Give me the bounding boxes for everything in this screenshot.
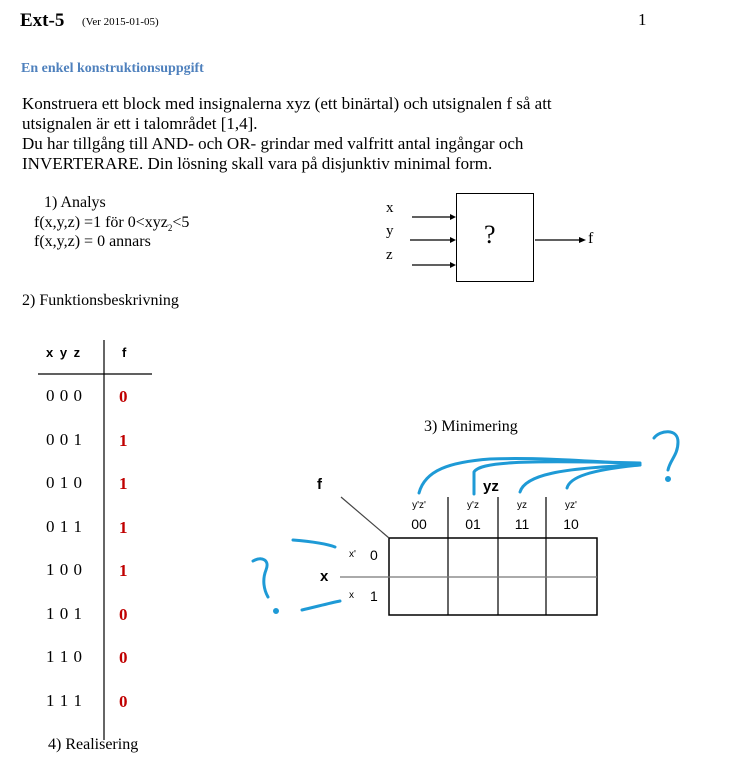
input-z-label: z <box>386 247 393 263</box>
function-section-title: 2) Funktionsbeskrivning <box>22 292 179 309</box>
page-number: 1 <box>638 10 647 29</box>
tt-row-output: 1 <box>119 561 128 580</box>
kmap-col-term: yz <box>517 500 527 511</box>
input-y-label: y <box>386 223 394 239</box>
tt-row-output: 1 <box>119 474 128 493</box>
tt-row-output: 0 <box>119 691 128 711</box>
kmap-col-code: 10 <box>563 516 579 532</box>
kmap-col-term: y'z <box>467 500 479 511</box>
kmap-col-var: yz <box>483 478 499 495</box>
tt-header-f: f <box>122 345 127 360</box>
section-heading: En enkel konstruktionsuppgift <box>21 61 204 76</box>
tt-row-inputs: 1 0 0 <box>46 560 82 579</box>
tt-row-output: 0 <box>119 604 128 624</box>
analysis-text-end: <5 <box>172 214 190 231</box>
kmap-row-code: 0 <box>370 547 378 563</box>
kmap-row-term: x <box>349 590 354 601</box>
block-question: ? <box>484 220 496 249</box>
tt-row-output: 1 <box>119 430 128 450</box>
realization-title: 4) Realisering <box>48 736 139 753</box>
tt-row-inputs: 1 1 0 <box>46 647 82 666</box>
intro-line: utsignalen är ett i talområdet [1,4]. <box>22 114 258 133</box>
doc-title: Ext-5 <box>20 10 65 31</box>
subscript: 2 <box>167 223 173 234</box>
handwritten-annotations <box>253 432 678 613</box>
kmap-title: 3) Minimering <box>424 418 518 435</box>
intro-line: INVERTERARE. Din lösning skall vara på disjunktiv minimal form. <box>22 154 493 173</box>
input-x-label: x <box>386 200 394 216</box>
tt-row-output: 0 <box>119 387 128 406</box>
tt-row-inputs: 1 0 1 <box>46 603 82 623</box>
kmap-row-term: x' <box>349 549 356 560</box>
output-f-label: f <box>588 230 594 247</box>
kmap-col-code: 00 <box>411 516 427 532</box>
tt-row-inputs: 0 0 0 <box>46 386 82 405</box>
kmap-col-term: yz' <box>565 500 577 511</box>
tt-row-output: 0 <box>119 648 128 667</box>
kmap-col-term: y'z' <box>412 500 426 511</box>
kmap-row-code: 1 <box>370 588 378 604</box>
tt-row-inputs: 0 1 1 <box>46 516 82 536</box>
intro-line: Konstruera ett block med insignalerna xyz (ett binärtal) och utsignalen f så att <box>22 94 552 113</box>
kmap-row-var: x <box>320 568 329 585</box>
kmap-col-code: 11 <box>514 516 530 532</box>
tt-row-inputs: 1 1 1 <box>46 690 82 710</box>
tt-row-inputs: 0 0 1 <box>46 429 82 449</box>
analysis-text: f(x,y,z) =1 för 0<xyz <box>34 214 168 231</box>
version: (Ver 2015-01-05) <box>82 16 159 28</box>
tt-header-xyz: x y z <box>46 345 81 360</box>
kmap-col-code: 01 <box>465 516 481 532</box>
tt-row-inputs: 0 1 0 <box>46 473 82 492</box>
intro-line: Du har tillgång till AND- och OR- grindar med valfritt antal ingångar och <box>22 134 524 153</box>
tt-row-output: 1 <box>119 517 128 537</box>
kmap-f: f <box>317 476 322 493</box>
analysis-title: 1) Analys <box>44 194 106 211</box>
analysis-line2: f(x,y,z) = 0 annars <box>34 233 151 250</box>
